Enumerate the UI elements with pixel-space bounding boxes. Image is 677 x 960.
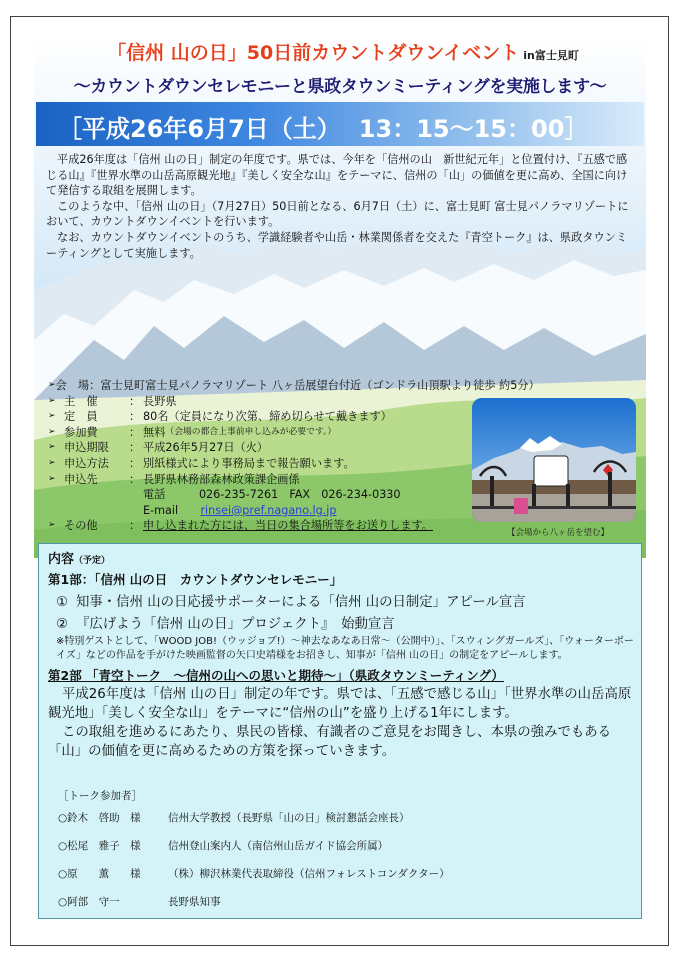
info-colon: ： bbox=[129, 519, 141, 533]
info-row-deadline bbox=[48, 440, 508, 456]
info-value: 長野県 bbox=[143, 394, 177, 408]
info-colon: ： bbox=[129, 425, 141, 439]
item-text: 知事・信州 山の日応援サポーターによる「信州 山の日制定」アピール宣言 bbox=[76, 595, 526, 610]
bullet-arrow-icon: ➢ bbox=[48, 457, 56, 468]
date-time-text bbox=[58, 109, 618, 144]
participant-role: 信州登山案内人（南信州山岳ガイド協会所属） bbox=[168, 840, 389, 852]
bullet-arrow-icon: ➢ bbox=[48, 426, 56, 437]
event-date: ［平成26年6月7日（土） bbox=[58, 115, 341, 143]
intro-paragraph-2: このような中、「信州 山の日」（7月27日）50日前となる、6月7日（土）に、富士見町 富士見パノラマリゾートにおいて、カウントダウンイベントを行います。 bbox=[46, 199, 629, 229]
part2-paragraph-1: 平成26年度は「信州 山の日」制定の年です。県では、「五感で感じる山」「世界水準の山岳高原観光地」「美しく安全な山」をテーマに“信州の山”を盛り上げる1年にします。 bbox=[48, 687, 632, 722]
item-number: ② bbox=[56, 617, 69, 632]
info-value: 80名（定員になり次第、締め切らせて戴きます） bbox=[143, 410, 392, 424]
info-label: 申込期限 bbox=[64, 441, 109, 455]
intro-paragraph-1: 平成26年度は「信州 山の日」制定の年度です。県では、今年を「信州の山 新世紀元年」と位置付け、『五感で感じる山』『世界水準の山岳高原観光地』『美しく安全な山』をテーマに、信州の「山」の価値を更に高め、全国に向けて発信する取組を展開します。 bbox=[46, 153, 628, 198]
info-label: 主 催 bbox=[64, 394, 98, 408]
event-subtitle: 〜カウントダウンセレモニーと県政タウンミーティングを実施します〜 bbox=[73, 77, 607, 97]
info-row-organizer bbox=[48, 394, 508, 410]
info-colon: ： bbox=[129, 394, 141, 408]
bullet-arrow-icon: ➢ bbox=[48, 520, 56, 531]
email-label: E-mail bbox=[143, 503, 201, 517]
participant-role: 長野県知事 bbox=[168, 896, 221, 908]
info-row-other bbox=[48, 518, 508, 534]
info-row-venue bbox=[48, 378, 540, 394]
info-row-capacity bbox=[48, 409, 508, 425]
bullet-arrow-icon: ➢ bbox=[48, 395, 56, 406]
item-text: 『広げよう「信州 山の日」プロジェクト』 始動宣言 bbox=[76, 617, 395, 632]
info-label: 参加費 bbox=[64, 425, 98, 439]
participant-role: （株）柳沢林業代表取締役（信州フォレストコンダクター） bbox=[168, 868, 450, 880]
venue-photo-image bbox=[472, 398, 636, 522]
bullet-arrow-icon: ➢ bbox=[48, 442, 56, 453]
participant-row bbox=[58, 810, 450, 838]
info-colon: ： bbox=[129, 472, 141, 486]
part1-title: 第1部：「信州 山の日 カウントダウンセレモニー」 bbox=[48, 572, 343, 587]
info-value: 別紙様式により事務局まで報告願います。 bbox=[143, 456, 355, 470]
fee-note: （会場の都合上事前申し込みが必要です。） bbox=[165, 426, 337, 437]
info-label: 申込方法 bbox=[64, 456, 109, 470]
info-label: その他 bbox=[64, 519, 98, 533]
contact-phone-fax: 電話 026-235-7261 FAX 026-234-0330 bbox=[143, 488, 401, 502]
info-value: 申し込まれた方には、当日の集合場所等をお送りします。 bbox=[143, 519, 433, 533]
part1-note: ※特別ゲストとして、「WOOD JOB!（ウッジョブ!）〜神去なあなあ日常〜（公開中）」、「スウィングガールズ」、「ウォーターボーイズ」などの作品を手がけた映画監督の矢口史靖様をお招きし、知事が「信州 山の日」の制定をアピールします。 bbox=[56, 636, 634, 661]
participant-row bbox=[58, 866, 450, 894]
bullet-arrow-icon: ➢ bbox=[48, 380, 56, 390]
part1-item bbox=[48, 591, 636, 610]
part2-body bbox=[48, 685, 636, 761]
content-heading-text: 内容 bbox=[48, 552, 75, 567]
event-time: 13：15〜15：00］ bbox=[358, 115, 589, 143]
part2-paragraph-2: この取組を進めるにあたり、県民の皆様、有識者のご意見をお聞きし、本県の強みでもある「山」の価値を更に高めるための方策を探っていきます。 bbox=[48, 725, 612, 760]
info-row-contact bbox=[48, 472, 508, 488]
intro-text bbox=[46, 152, 634, 261]
info-value: 無料 bbox=[143, 425, 166, 439]
event-info-list bbox=[48, 378, 540, 534]
info-colon: ： bbox=[129, 456, 141, 470]
email-link[interactable]: rinsei@pref.nagano.lg.jp bbox=[200, 503, 337, 517]
info-label: 申込先 bbox=[64, 472, 98, 486]
participant-role: 信州大学教授（長野県「山の日」検討懇話会座長） bbox=[168, 812, 410, 824]
info-colon: ： bbox=[89, 379, 101, 392]
participant-name: ○松尾 雅子 様 bbox=[58, 840, 141, 852]
talk-title: ［トーク参加者］ bbox=[58, 790, 142, 802]
info-label: 会 場 bbox=[55, 379, 90, 392]
contact-email bbox=[48, 503, 508, 519]
program-content bbox=[48, 548, 636, 761]
info-label: 定 員 bbox=[64, 410, 98, 424]
photo-caption: 【会場から八ヶ岳を望む】 bbox=[506, 528, 609, 538]
bullet-arrow-icon: ➢ bbox=[48, 473, 56, 484]
info-colon: ： bbox=[129, 410, 141, 424]
item-number: ① bbox=[56, 595, 69, 610]
intro-paragraph-3: なお、カウントダウンイベントのうち、学識経験者や山岳・林業関係者を交えた『青空トーク』は、県政タウンミーティングとして実施します。 bbox=[46, 230, 628, 260]
participant-name: ○原 薫 様 bbox=[58, 868, 141, 880]
info-row-fee bbox=[48, 425, 508, 441]
event-title: 「信州 山の日」50日前カウントダウンイベント in富士見町 bbox=[107, 42, 579, 64]
location-tag: in富士見町 bbox=[523, 49, 579, 62]
part1-item bbox=[48, 613, 636, 632]
participant-row bbox=[58, 838, 450, 866]
participant-name: ○鈴木 啓助 様 bbox=[58, 812, 141, 824]
talk-participants bbox=[58, 788, 450, 922]
content-heading-note: （予定） bbox=[74, 556, 111, 566]
bullet-arrow-icon: ➢ bbox=[48, 411, 56, 422]
participant-name: ○阿部 守一 bbox=[58, 896, 120, 908]
part2-title: 第2部 「青空トーク 〜信州の山への思いと期待〜」（県政タウンミーティング） bbox=[48, 668, 504, 684]
venue-photo bbox=[472, 398, 636, 522]
info-row-method bbox=[48, 456, 508, 472]
content-heading bbox=[48, 548, 636, 567]
info-value: 平成26年5月27日（火） bbox=[143, 441, 269, 455]
info-value: 富士見町富士見パノラマリゾート 八ヶ岳展望台付近（ゴンドラ山頂駅より徒歩 約5分） bbox=[100, 379, 540, 392]
participant-row bbox=[58, 894, 450, 922]
info-value: 長野県林務部森林政策課企画係 bbox=[143, 472, 300, 486]
info-colon: ： bbox=[129, 441, 141, 455]
